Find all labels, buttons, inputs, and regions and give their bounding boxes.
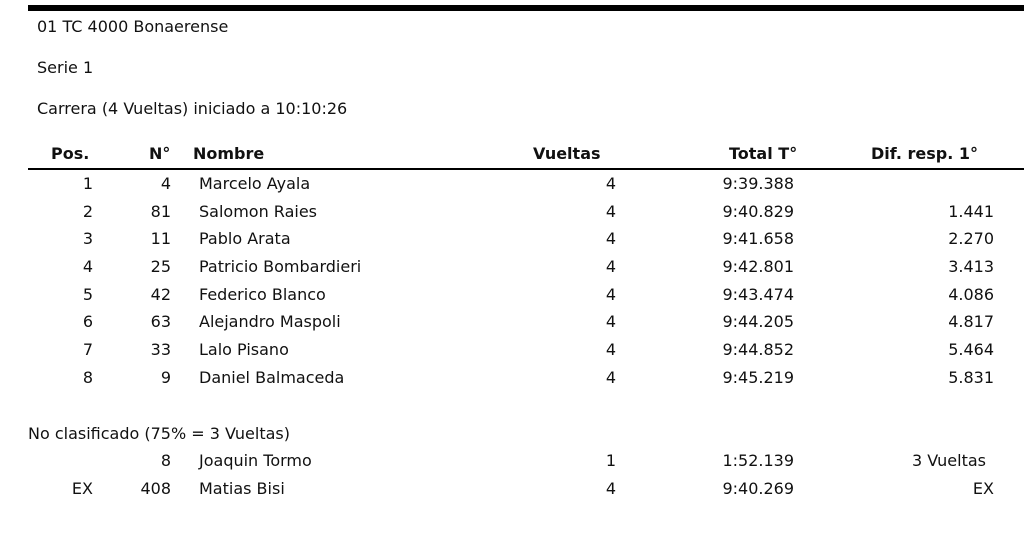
cell-pos: 3 — [82, 229, 93, 248]
col-header-pos: Pos. — [51, 144, 90, 163]
cell-name: Joaquin Tormo — [199, 451, 312, 470]
table-row — [0, 312, 1024, 336]
cell-diff: 4.817 — [948, 312, 994, 331]
cell-num: 9 — [160, 368, 171, 387]
col-header-num: N° — [149, 144, 171, 163]
cell-diff: 4.086 — [948, 285, 994, 304]
top-rule — [28, 5, 1024, 11]
cell-name: Pablo Arata — [199, 229, 291, 248]
cell-name: Salomon Raies — [199, 202, 317, 221]
event-title: 01 TC 4000 Bonaerense — [37, 17, 229, 36]
cell-laps: 4 — [605, 368, 616, 387]
cell-diff: 3 Vueltas — [912, 451, 986, 470]
cell-laps: 4 — [605, 257, 616, 276]
cell-total: 9:42.801 — [722, 257, 794, 276]
cell-diff: 3.413 — [948, 257, 994, 276]
cell-name: Daniel Balmaceda — [199, 368, 345, 387]
cell-pos: 7 — [82, 340, 93, 359]
cell-num: 42 — [150, 285, 171, 304]
cell-num: 8 — [160, 451, 171, 470]
not-classified-title: No clasificado (75% = 3 Vueltas) — [28, 424, 290, 443]
cell-num: 11 — [150, 229, 171, 248]
cell-total: 9:45.219 — [722, 368, 794, 387]
cell-pos: 5 — [82, 285, 93, 304]
cell-total: 9:40.269 — [722, 479, 794, 498]
cell-num: 408 — [140, 479, 171, 498]
cell-laps: 4 — [605, 174, 616, 193]
cell-laps: 4 — [605, 202, 616, 221]
cell-name: Marcelo Ayala — [199, 174, 311, 193]
col-header-name: Nombre — [193, 144, 265, 163]
table-row — [0, 257, 1024, 281]
col-header-total: Total T° — [729, 144, 798, 163]
cell-name: Patricio Bombardieri — [199, 257, 362, 276]
cell-diff: 5.464 — [948, 340, 994, 359]
cell-diff: EX — [972, 479, 994, 498]
table-row — [0, 229, 1024, 253]
table-row — [0, 174, 1024, 198]
table-row — [0, 479, 1024, 503]
cell-diff: 5.831 — [948, 368, 994, 387]
cell-pos: 4 — [82, 257, 93, 276]
cell-laps: 4 — [605, 312, 616, 331]
table-row — [0, 285, 1024, 309]
cell-pos: 2 — [82, 202, 93, 221]
cell-name: Alejandro Maspoli — [199, 312, 341, 331]
cell-num: 81 — [150, 202, 171, 221]
cell-total: 9:44.852 — [722, 340, 794, 359]
cell-total: 9:41.658 — [722, 229, 794, 248]
cell-num: 4 — [160, 174, 171, 193]
cell-num: 33 — [150, 340, 171, 359]
cell-total: 9:44.205 — [722, 312, 794, 331]
cell-num: 63 — [150, 312, 171, 331]
cell-diff: 1.441 — [948, 202, 994, 221]
cell-total: 1:52.139 — [722, 451, 794, 470]
table-row — [0, 340, 1024, 364]
cell-name: Matias Bisi — [199, 479, 285, 498]
cell-pos: EX — [71, 479, 93, 498]
col-header-laps: Vueltas — [533, 144, 601, 163]
cell-laps: 4 — [605, 285, 616, 304]
table-row — [0, 451, 1024, 475]
cell-total: 9:43.474 — [722, 285, 794, 304]
cell-total: 9:39.388 — [722, 174, 794, 193]
table-row — [0, 368, 1024, 392]
cell-num: 25 — [150, 257, 171, 276]
cell-name: Lalo Pisano — [199, 340, 289, 359]
series-title: Serie 1 — [37, 58, 94, 77]
cell-pos: 8 — [82, 368, 93, 387]
cell-name: Federico Blanco — [199, 285, 326, 304]
table-row — [0, 202, 1024, 226]
cell-laps: 1 — [605, 451, 616, 470]
cell-pos: 6 — [82, 312, 93, 331]
cell-total: 9:40.829 — [722, 202, 794, 221]
cell-laps: 4 — [605, 340, 616, 359]
cell-laps: 4 — [605, 229, 616, 248]
race-info: Carrera (4 Vueltas) iniciado a 10:10:26 — [37, 99, 348, 118]
header-rule — [28, 168, 1024, 170]
cell-laps: 4 — [605, 479, 616, 498]
cell-pos: 1 — [82, 174, 93, 193]
col-header-diff: Dif. resp. 1° — [871, 144, 978, 163]
cell-diff: 2.270 — [948, 229, 994, 248]
